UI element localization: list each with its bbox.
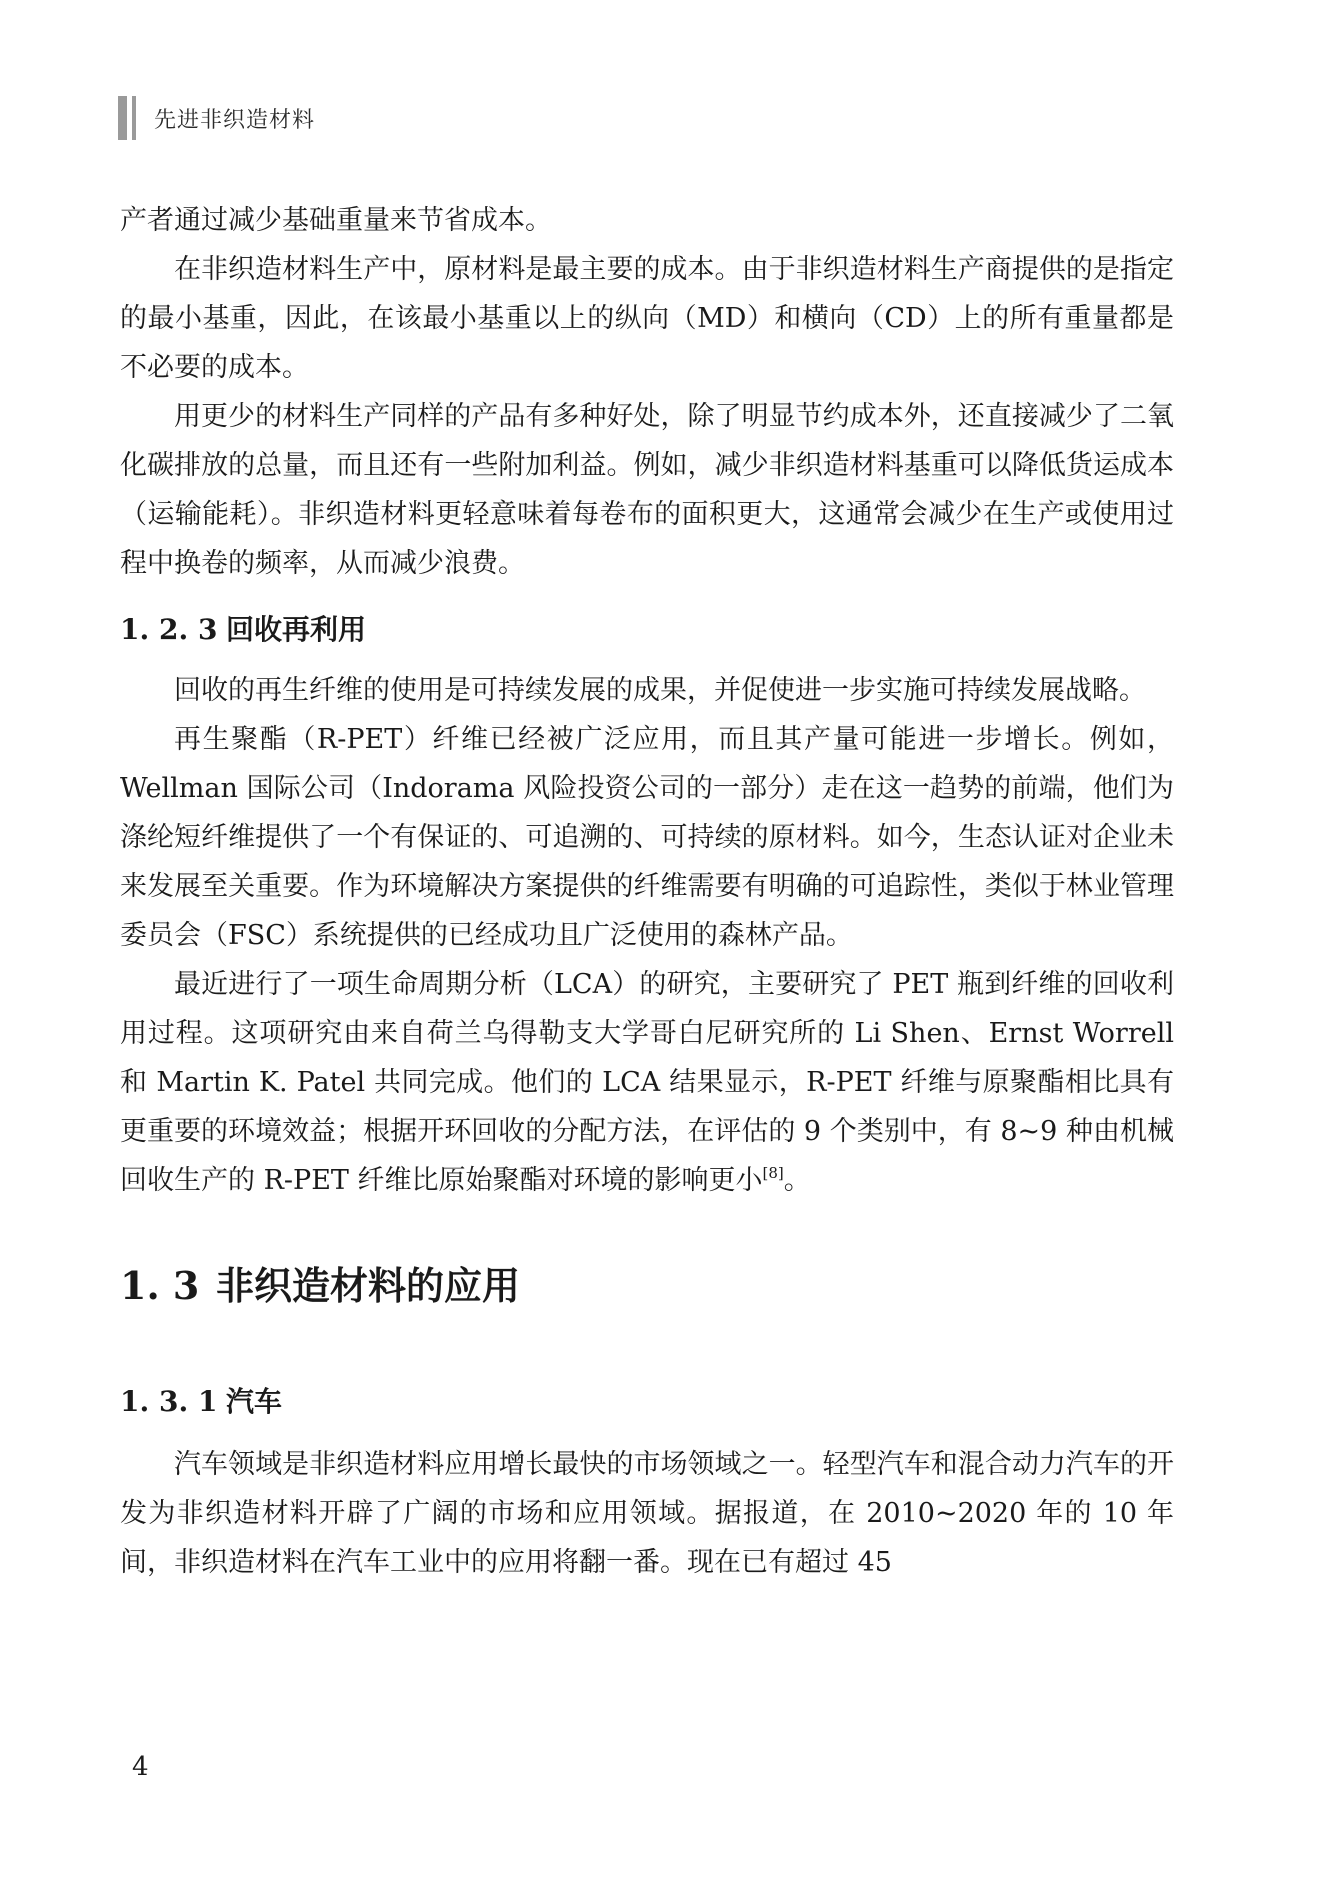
citation-ref: [8] bbox=[762, 1164, 784, 1182]
paragraph-raw-material-cost: 在非织造材料生产中，原材料是最主要的成本。由于非织造材料生产商提供的是指定的最小基重，因此，在该最小基重以上的纵向（MD）和横向（CD）上的所有重量都是不必要的成本。 bbox=[120, 254, 1174, 383]
section-heading-1-3 bbox=[120, 1255, 1174, 1310]
section-title: 非织造材料的应用 bbox=[216, 1264, 521, 1308]
paragraph-automotive: 汽车领域是非织造材料应用增长最快的市场领域之一。轻型汽车和混合动力汽车的开发为非织造材料开辟了广阔的市场和应用领域。据报道，在 2010~2020 年的 10 年间，非织造材料在汽车工业中的应用将翻一番。现在已有超过 45 bbox=[120, 1449, 1174, 1578]
paragraph-r-pet: 再生聚酯（R-PET）纤维已经被广泛应用，而且其产量可能进一步增长。例如，Wellman 国际公司（Indorama 风险投资公司的一部分）走在这一趋势的前端，他们为涤纶短纤维提供了一个有保证的、可追溯的、可持续的原材料。如今，生态认证对企业未来发展至关重要。作为环境解决方案提供的纤维需要有明确的可追踪性，类似于林业管理委员会（FSC）系统提供的已经成功且广泛使用的森林产品。 bbox=[120, 724, 1174, 951]
lca-text: 最近进行了一项生命周期分析（LCA）的研究，主要研究了 PET 瓶到纤维的回收利用过程。这项研究由来自荷兰乌得勒支大学哥白尼研究所的 Li Shen、Ernst Worrell 和 Martin K. Patel 共同完成。他们的 LCA 结果显示，R-PET 纤维与原聚酯相比具有更重要的环境效益；根据开环回收的分配方法，在评估的 9 个类别中，有 8~9 种由机械回收生产的 R-PET 纤维比原始聚酯对环境的影响更小 bbox=[120, 969, 1174, 1196]
paragraph-less-material-benefits: 用更少的材料生产同样的产品有多种好处，除了明显节约成本外，还直接减少了二氧化碳排放的总量，而且还有一些附加利益。例如，减少非织造材料基重可以降低货运成本（运输能耗）。非织造材料更轻意味着每卷布的面积更大，这通常会减少在生产或使用过程中换卷的频率，从而减少浪费。 bbox=[120, 401, 1174, 579]
paragraph-recycled-fiber: 回收的再生纤维的使用是可持续发展的成果，并促使进一步实施可持续发展战略。 bbox=[174, 675, 1146, 706]
lca-end: 。 bbox=[783, 1165, 811, 1196]
paragraph-lca-study bbox=[120, 960, 1174, 1205]
section-heading-1-2-3 bbox=[120, 608, 1174, 648]
section-title: 回收再利用 bbox=[226, 613, 367, 646]
section-number: 1. 3. 1 bbox=[120, 1385, 218, 1418]
running-header bbox=[118, 96, 315, 140]
section-heading-1-3-1 bbox=[120, 1380, 1174, 1420]
page-number: 4 bbox=[132, 1752, 149, 1782]
section-number: 1. 3 bbox=[120, 1263, 200, 1308]
paragraph-continued: 产者通过减少基础重量来节省成本。 bbox=[120, 205, 552, 236]
section-title: 汽车 bbox=[226, 1385, 283, 1418]
header-bar-thin bbox=[132, 96, 136, 140]
header-bar-thick bbox=[118, 96, 127, 140]
page-body bbox=[120, 196, 1174, 1587]
book-title: 先进非织造材料 bbox=[154, 107, 316, 133]
header-decoration-bars bbox=[118, 96, 136, 140]
section-number: 1. 2. 3 bbox=[120, 613, 218, 646]
